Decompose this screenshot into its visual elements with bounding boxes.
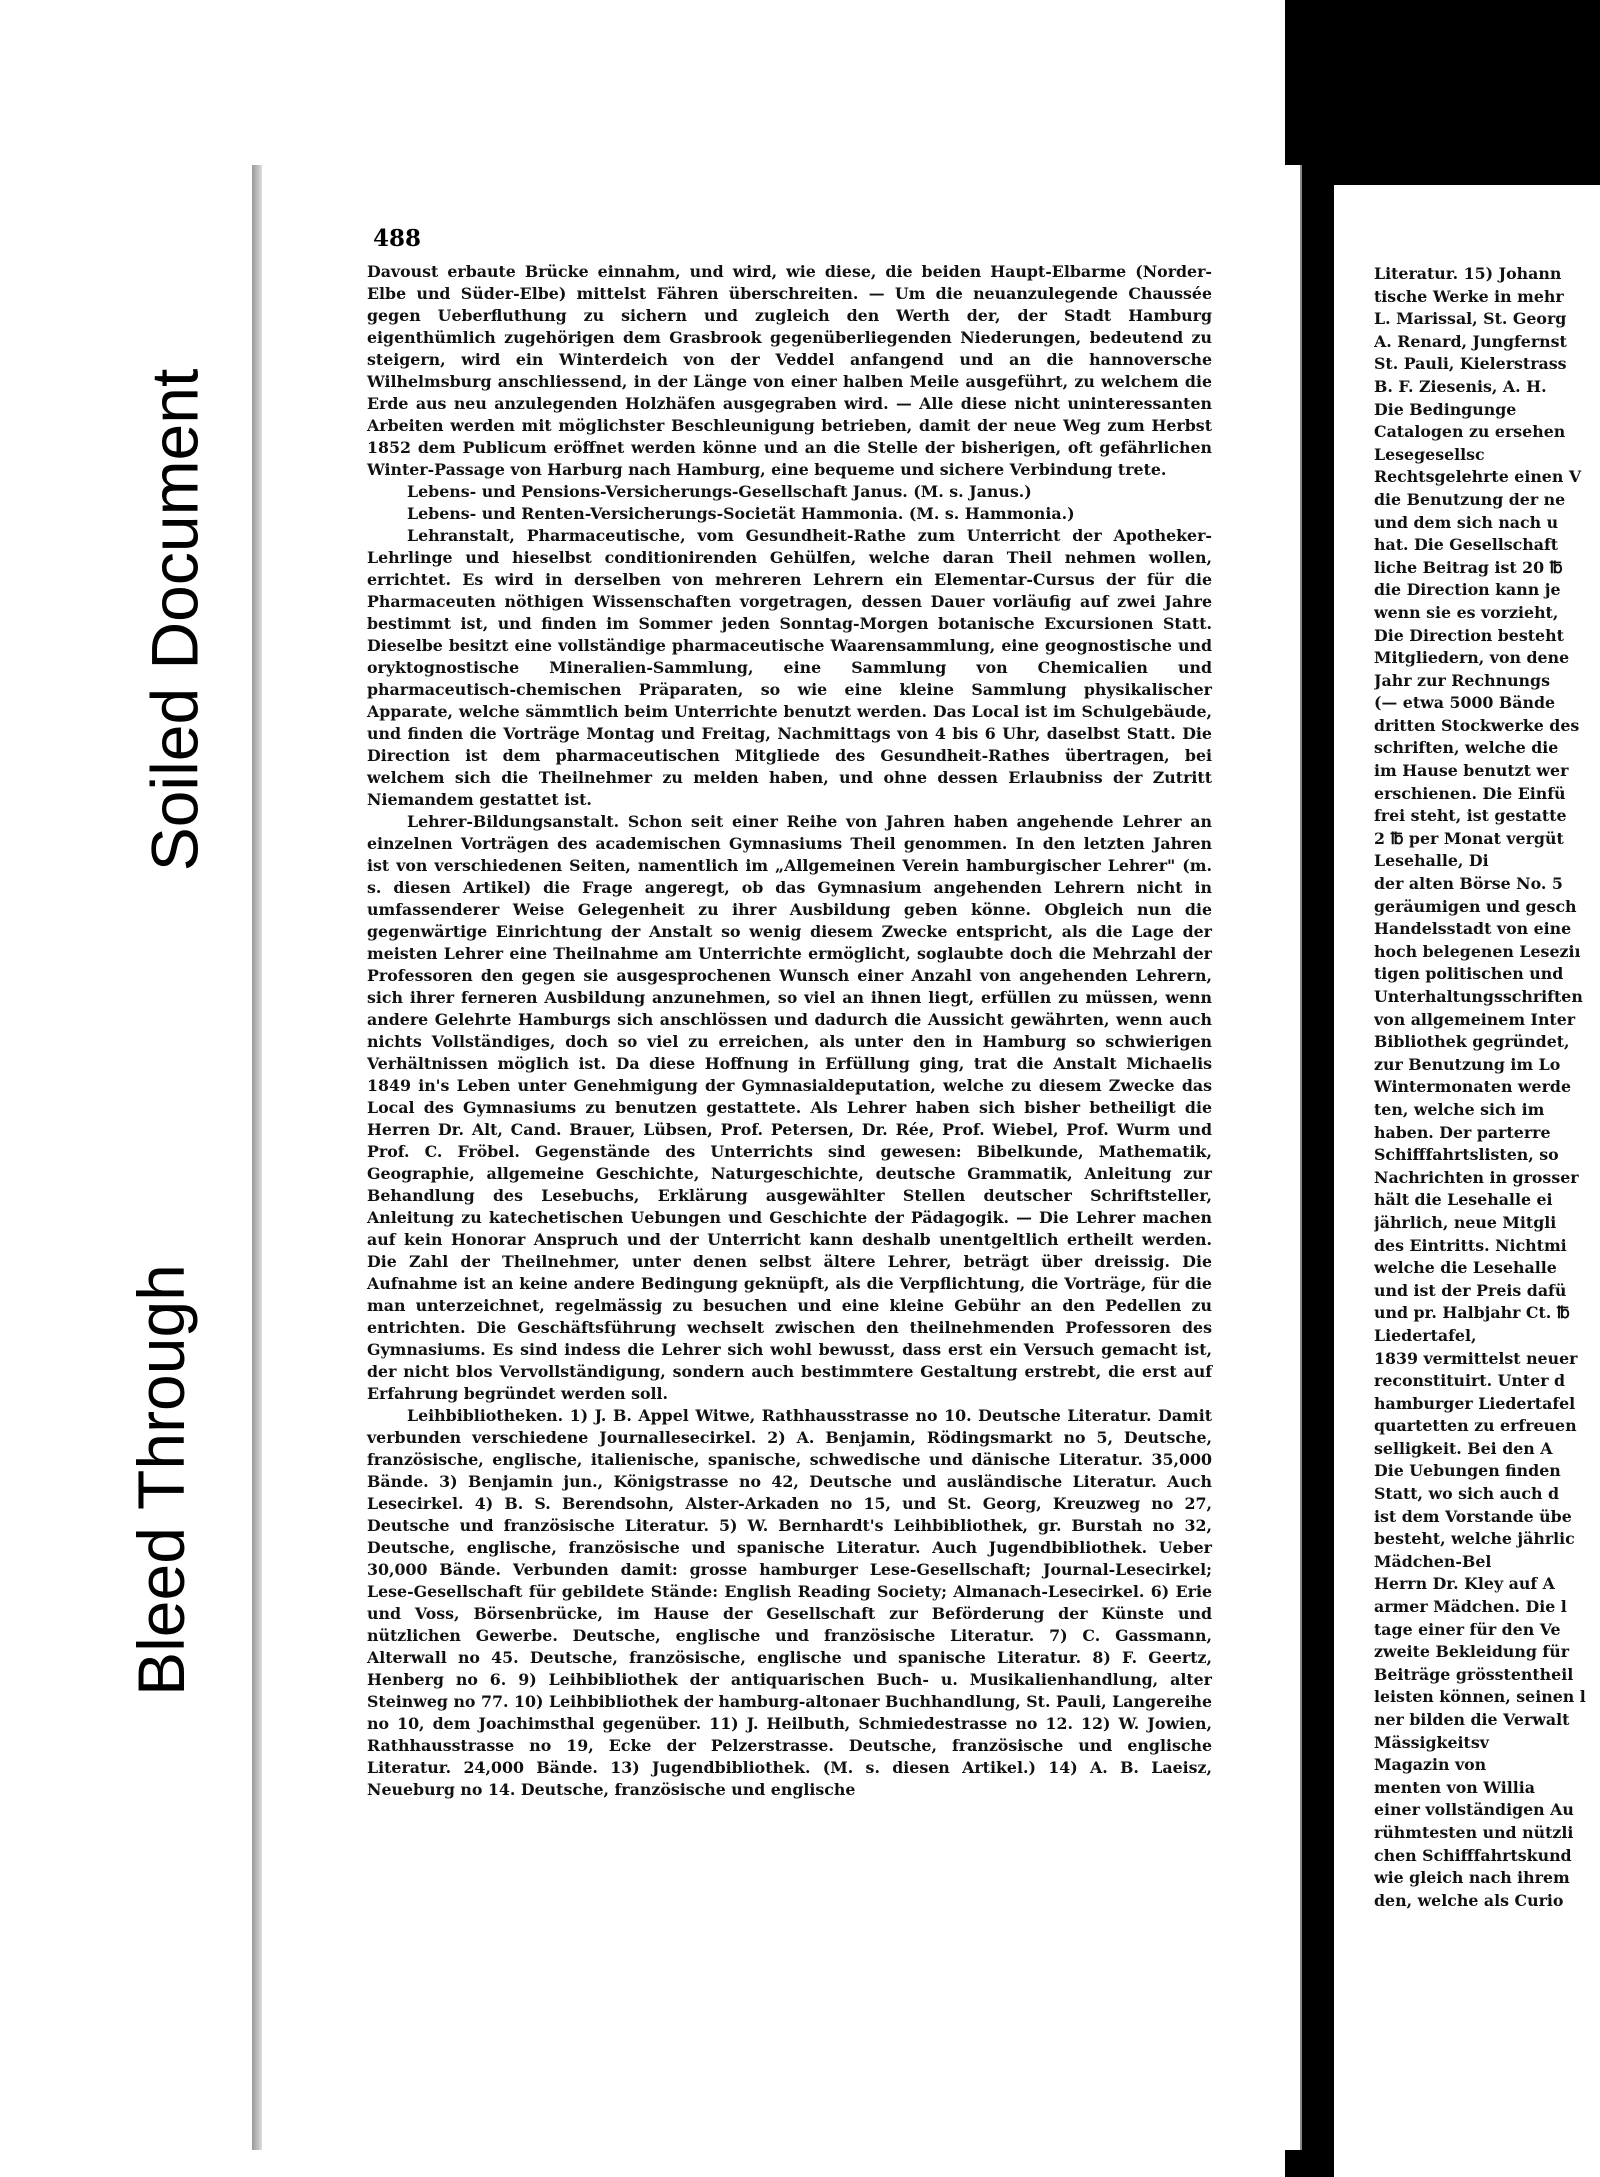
right-page-line: besteht, welche jährlic — [1374, 1529, 1575, 1549]
right-page-line: Liedertafel, — [1374, 1325, 1477, 1345]
right-page-line: Mässigkeitsv — [1374, 1732, 1489, 1752]
right-page-line: haben. Der parterre — [1374, 1122, 1551, 1142]
right-page-line: wie gleich nach ihrem — [1374, 1868, 1570, 1888]
right-page-line: im Hause benutzt wer — [1374, 761, 1569, 781]
right-page-line: den, welche als Curio — [1374, 1890, 1564, 1910]
right-page-line: Beiträge grösstentheil — [1374, 1664, 1574, 1684]
body-text — [367, 261, 1212, 1801]
right-page-line: Catalogen zu ersehen — [1374, 422, 1566, 442]
right-page-line: ten, welche sich im — [1374, 1099, 1545, 1119]
right-page-line: des Eintritts. Nichtmi — [1374, 1235, 1567, 1255]
right-page-line: Magazin von — [1374, 1755, 1487, 1775]
right-page-line: schriften, welche die — [1374, 738, 1559, 758]
right-page-line: 2 ℔ per Monat vergüt — [1374, 828, 1564, 848]
right-page-line: Literatur. 15) Johann — [1374, 264, 1562, 283]
right-page-line: Mädchen-Bel — [1374, 1551, 1492, 1571]
right-page-line: (— etwa 5000 Bände — [1374, 693, 1556, 713]
right-page-line: liche Beitrag ist 20 ℔ — [1374, 557, 1563, 577]
paragraph-hammonia: Lebens- und Renten-Versicherungs-Societät Hammonia. (M. s. Hammonia.) — [407, 504, 1075, 523]
right-page-line: Rechtsgelehrte einen V — [1374, 467, 1582, 487]
right-page-line: Bibliothek gegründet, — [1374, 1032, 1570, 1052]
bleed-through-label — [105, 1180, 217, 1780]
right-page-line: armer Mädchen. Die l — [1374, 1597, 1567, 1617]
right-page-line: Unterhaltungsschriften — [1374, 987, 1583, 1006]
right-page-line: Lesehalle, Di — [1374, 851, 1489, 871]
right-page-line: A. Renard, Jungfernst — [1374, 331, 1567, 351]
right-page-line: Wintermonaten werde — [1374, 1077, 1571, 1097]
right-page-line: Die Bedingunge — [1374, 399, 1517, 419]
right-page-line: Mitgliedern, von dene — [1374, 648, 1570, 668]
right-page-line: selligkeit. Bei den A — [1374, 1438, 1553, 1458]
paragraph-janus: Lebens- und Pensions-Versicherungs-Gesellschaft Janus. (M. s. Janus.) — [407, 482, 1032, 501]
right-page-line: ner bilden die Verwalt — [1374, 1710, 1570, 1729]
right-page-line: rühmtesten und nützli — [1374, 1822, 1574, 1842]
right-page-line: Handelsstadt von eine — [1374, 919, 1572, 939]
right-page-line: Jahr zur Rechnungs — [1374, 670, 1550, 690]
right-page-line: L. Marissal, St. Georg — [1374, 309, 1567, 329]
right-page-line: reconstituirt. Unter d — [1374, 1371, 1566, 1391]
book-gutter — [1302, 165, 1334, 2150]
right-page-line: die Benutzung der ne — [1374, 489, 1566, 509]
page-number: 488 — [373, 225, 422, 252]
right-page-line: Herrn Dr. Kley auf A — [1374, 1574, 1555, 1594]
right-page-line: jährlich, neue Mitgli — [1374, 1212, 1557, 1232]
right-page-line: hält die Lesehalle ei — [1374, 1190, 1553, 1210]
right-page-line: welche die Lesehalle — [1374, 1258, 1557, 1278]
left-page — [262, 165, 1302, 2150]
paragraph-lehranstalt: Lehranstalt, Pharmaceutische, vom Gesundheit-Rathe zum Unterricht der Apotheker-Lehrlinge und hieselbst conditionirenden Gehülfen, welche daran Theil nehmen wollen, errichtet. Es wird in derselben von mehreren Lehrern ein Elementar-Cursus der für die Pharmaceuten nöthigen Wissenschaften vorgetragen, dessen Dauer vorläufig auf zwei Jahre bestimmt ist, und finden im Sommer jeden Sonntag-Morgen botanische Excursionen Statt. Dieselbe besitzt eine vollständige pharmaceutische Waarensammlung, eine geognostische und oryktognostische Mineralien-Sammlung, eine Sammlung von Chemicalien und pharmaceutisch-chemischen Präparaten, so wie eine kleine Sammlung physikalischer Apparate, welche sämmtlich beim Unterrichte benutzt werden. Das Local ist im Schulgebäude, und finden die Vorträge Montag und Freitag, Nachmittags von 4 bis 6 Uhr, daselbst Statt. Die Direction ist dem pharmaceutischen Mitgliede des Gesundheit-Rathes übertragen, bei welchem sich die Theilnehmer zu melden haben, und ohne dessen Erlaubniss der Zutritt Niemandem gestattet ist. — [367, 526, 1212, 809]
right-page-line: und pr. Halbjahr Ct. ℔ — [1374, 1303, 1570, 1323]
paragraph-harburg-road: Davoust erbaute Brücke einnahm, und wird, wie diese, die beiden Haupt-Elbarme (Norder-Elbe und Süder-Elbe) mittelst Fähren überschreiten. — Um die neuanzulegende Chaussée gegen Ueberfluthung zu sichern und zugleich den Werth der, der Stadt Hamburg eigenthümlich zugehörigen dem Grasbrook gegenüberliegenden Niederungen, bedeutend zu steigern, wird ein Winterdeich von der Veddel anfangend und an die hannoversche Wilhelmsburg anschliessend, in der Länge von einer halben Meile ausgeführt, zu welchem die Erde aus neu anzulegenden Holzhäfen ausgegraben wird. — Alle diese nicht uninteressanten Arbeiten werden mit möglichster Beschleunigung betrieben, damit der neue Weg zum Herbst 1852 dem Publicum eröffnet werden könne und an die Stelle der bisherigen, oft gefährlichen Winter-Passage von Harburg nach Hamburg, eine bequeme und sichere Verbindung trete. — [367, 262, 1212, 479]
right-page-line: Schifffahrtslisten, so — [1374, 1145, 1559, 1165]
right-page-line: St. Pauli, Kielerstrass — [1374, 354, 1567, 374]
right-page-line: tage einer für den Ve — [1374, 1619, 1561, 1639]
right-page-line: dritten Stockwerke des — [1374, 715, 1580, 735]
right-page-line: zur Benutzung im Lo — [1374, 1054, 1561, 1074]
right-page-line: und dem sich nach u — [1374, 512, 1559, 532]
right-page-line: einer vollständigen Au — [1374, 1800, 1574, 1820]
right-page-line: frei steht, ist gestatte — [1374, 806, 1567, 826]
right-page-line: die Direction kann je — [1374, 580, 1561, 600]
paragraph-lehrer-bildung: Lehrer-Bildungsanstalt. Schon seit einer Reihe von Jahren haben angehende Lehrer an einzelnen Vorträgen des academischen Gymnasiums Theil genommen. In den letzten Jahren ist von verschiedenen Seiten, namentlich im „Allgemeinen Verein hamburgischer Lehrer" (m. s. diesen Artikel) die Frage angeregt, ob das Gymnasium angehenden Lehrern nicht in umfassenderer Weise Gelegenheit zu ihrer Ausbildung geben könne. Obgleich nun die gegenwärtige Einrichtung der Anstalt so wenig diesem Zwecke entspricht, als die Lage der meisten Lehrer eine Theilnahme am Unterrichte ermöglicht, soglaubte doch die Mehrzahl der Professoren den gegen sie ausgesprochenen Wunsch einer Anzahl von angehenden Lehrern, sich ihrer ferneren Ausbildung anzunehmen, so viel an ihnen liegt, erfüllen zu müssen, wenn andere Gelehrte Hamburgs sich anschlössen und dadurch die Aussicht gewährten, wenn auch nichts Vollständiges, doch so viel zu erreichen, als unter den in Hamburg so schwierigen Verhältnissen möglich ist. Da diese Hoffnung in Erfüllung ging, trat die Anstalt Michaelis 1849 in's Leben unter Genehmigung der Gymnasialdeputation, welche zu diesem Zwecke das Local des Gymnasiums zu benutzen gestattete. Als Lehrer haben sich bisher betheiligt die Herren Dr. Alt, Cand. Brauer, Lübsen, Prof. Petersen, Dr. Rée, Prof. Wiebel, Prof. Wurm und Prof. C. Fröbel. Gegenstände des Unterrichts sind gewesen: Bibelkunde, Mathematik, Geographie, allgemeine Geschichte, Naturgeschichte, deutsche Grammatik, Anleitung zur Behandlung des Lesebuchs, Erklärung ausgewählter Stellen deutscher Schriftsteller, Anleitung zu katechetischen Uebungen und Geschichte der Pädagogik. — Die Lehrer machen auf kein Honorar Anspruch und der Unterricht kann deshalb unentgeltlich ertheilt werden. Die Zahl der Theilnehmer, unter denen selbst ältere Lehrer, beträgt über dreissig. Die Aufnahme ist an keine andere Bedingung geknüpft, als die Verpflichtung, die Vorträge, für die man unterzeichnet, regelmässig zu besuchen und eine kleine Gebühr an den Pedellen zu entrichten. Die Geschäftsführung wechselt zwischen den theilnehmenden Professoren des Gymnasiums. Es sind indess die Lehrer sich wohl bewusst, dass erst ein Versuch gemacht ist, der nicht blos Vervollständigung, sondern auch bestimmtere Gestaltung erstrebt, die erst auf Erfahrung begründet werden soll. — [367, 812, 1212, 1403]
soiled-document-label — [118, 300, 230, 940]
right-page-line: Statt, wo sich auch d — [1374, 1484, 1560, 1504]
soiled-document-text: Soiled Document — [137, 368, 212, 872]
right-page-line: 1839 vermittelst neuer — [1374, 1348, 1578, 1368]
right-page-line: wenn sie es vorzieht, — [1374, 602, 1559, 622]
right-page-line: tigen politischen und — [1374, 964, 1564, 984]
right-page-line: menten von Willia — [1374, 1777, 1535, 1797]
bleed-through-text: Bleed Through — [124, 1264, 198, 1696]
right-page-line: hoch belegenen Leseziı — [1374, 941, 1581, 961]
right-page-line: hat. Die Gesellschaft — [1374, 535, 1559, 555]
right-page-line: der alten Börse No. 5 — [1374, 874, 1563, 894]
right-page-text — [1374, 263, 1600, 1912]
right-page-line: tische Werke in mehr — [1374, 286, 1564, 306]
right-page-line: chen Schifffahrtskund — [1374, 1845, 1572, 1865]
right-page-line: Die Direction besteht — [1374, 625, 1564, 645]
right-page-line: Nachrichten in grosser — [1374, 1167, 1579, 1187]
right-page-line: zweite Bekleidung für — [1374, 1642, 1570, 1662]
right-page-line: ist dem Vorstande übe — [1374, 1506, 1572, 1526]
right-page-line: von allgemeinem Inter — [1374, 1009, 1576, 1029]
right-page-line: und ist der Preis dafü — [1374, 1280, 1567, 1300]
right-page-line: erschienen. Die Einfü — [1374, 783, 1566, 803]
right-page-line: geräumigen und gesch — [1374, 896, 1577, 916]
right-page-line: Die Uebungen finden — [1374, 1461, 1561, 1481]
right-page-line: Lesegesellsc — [1374, 444, 1485, 464]
right-page-line: quartetten zu erfreuen — [1374, 1416, 1577, 1436]
right-page — [1334, 185, 1600, 2177]
page-content — [367, 225, 1212, 1801]
paragraph-leihbibliotheken: Leihbibliotheken. 1) J. B. Appel Witwe, Rathhausstrasse no 10. Deutsche Literatur. Damit verbunden verschiedene Journallesecirkel. 2) A. Benjamin, Rödingsmarkt no 5, Deutsche, französische, englische, italienische, spanische, schwedische und dänische Literatur. 35,000 Bände. 3) Benjamin jun., Königstrasse no 42, Deutsche und ausländische Literatur. Auch Lesecirkel. 4) B. S. Berendsohn, Alster-Arkaden no 15, und St. Georg, Kreuzweg no 27, Deutsche und französische Literatur. 5) W. Bernhardt's Leihbibliothek, gr. Burstah no 32, Deutsche, englische, französische und spanische Literatur. Auch Jugendbibliothek. Ueber 30,000 Bände. Verbunden damit: grosse hamburger Lese-Gesellschaft; Journal-Lesecirkel; Lese-Gesellschaft für gebildete Stände: English Reading Society; Almanach-Lesecirkel. 6) Erie und Voss, Börsenbrücke, im Hause der Gesellschaft zur Beförderung der Künste und nützlichen Gewerbe. Deutsche, englische und französische Literatur. 7) C. Gassmann, Alterwall no 45. Deutsche, französische, englische und spanische Literatur. 8) F. Geertz, Henberg no 6. 9) Leihbibliothek der antiquarischen Buch- u. Musikalienhandlung, alter Steinweg no 77. 10) Leihbibliothek der hamburg-altonaer Buchhandlung, St. Pauli, Langereihe no 10, dem Joachimsthal gegenüber. 11) J. Heilbuth, Schmiedestrasse no 12. 12) W. Jowien, Rathhausstrasse no 19, Ecke der Pelzerstrasse. Deutsche, französische und englische Literatur. 24,000 Bände. 13) Jugendbibliothek. (M. s. diesen Artikel.) 14) A. B. Laeisz, Neueburg no 14. Deutsche, französische und englische — [367, 1406, 1212, 1799]
page-edge — [252, 165, 262, 2150]
right-page-line: B. F. Ziesenis, A. H. — [1374, 376, 1547, 396]
right-page-line: hamburger Liedertafel — [1374, 1393, 1576, 1413]
right-page-line: leisten können, seinen l — [1374, 1687, 1586, 1707]
